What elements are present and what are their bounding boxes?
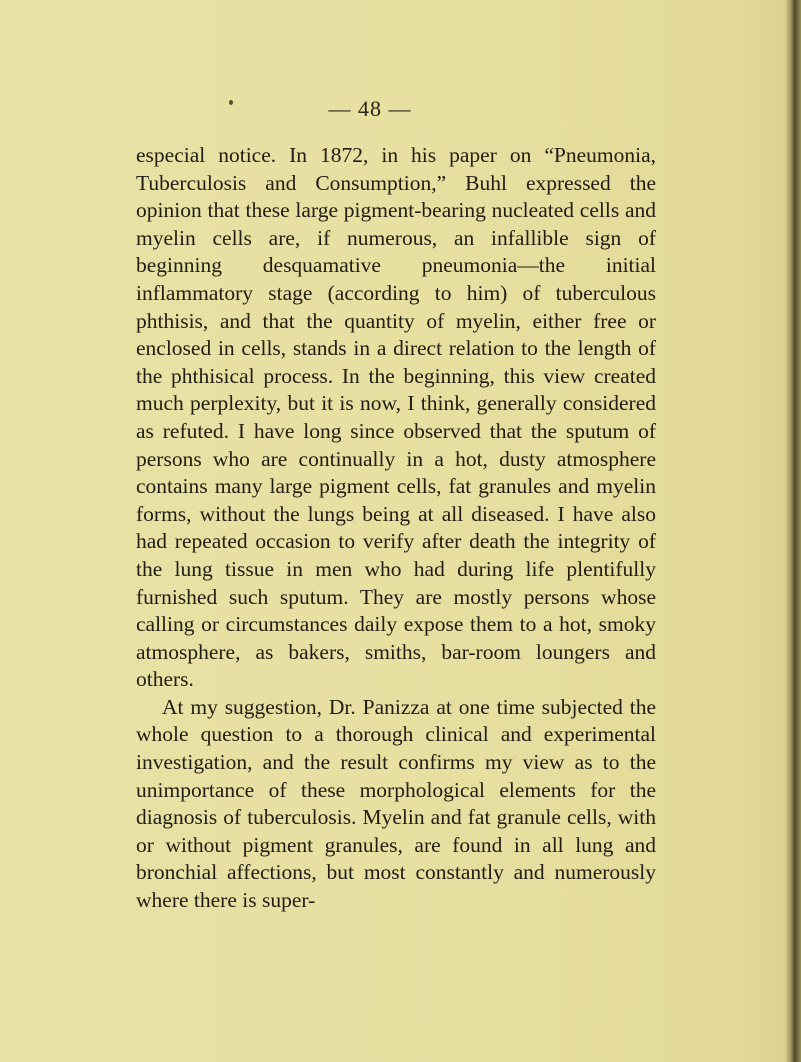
page-number: — 48 — (328, 96, 412, 121)
paragraph-1: especial notice. In 1872, in his paper on “Pneumonia, Tuberculosis and Consumption,” Buhl expressed the opinion that these large pigment-bearing nucleated cells and myelin cells are, if numerous, an infallible sign of beginning desquamative pneumonia—the initial inflammatory stage (according to him) of tuberculous phthisis, and that the quantity of myelin, either free or enclosed in cells, stands in a direct relation to the length of the phthisical process. In the beginning, this view created much perplexity, but it is now, I think, generally considered as refuted. I have long since observed that the sputum of persons who are continually in a hot, dusty atmosphere contains many large pigment cells, fat granules and myelin forms, without the lungs being at all diseased. I have also had repeated occasion to verify after death the integrity of the lung tissue in men who had during life plentifully furnished such sputum. They are mostly persons whose calling or circumstances daily expose them to a hot, smoky atmosphere, as bakers, smiths, bar-room loungers and others. (136, 143, 656, 692)
paragraph-2: At my suggestion, Dr. Panizza at one time subjected the whole question to a thorough clinical and experimental investigation, and the result confirms my view as to the unimportance of these morphological elements for the diagnosis of tuberculosis. Myelin and fat granule cells, with or without pigment granules, are found in all lung and bronchial affections, but most constantly and numerously where there is super- (136, 694, 656, 913)
body-text (136, 142, 656, 915)
page-edge-shadow (785, 0, 801, 1062)
